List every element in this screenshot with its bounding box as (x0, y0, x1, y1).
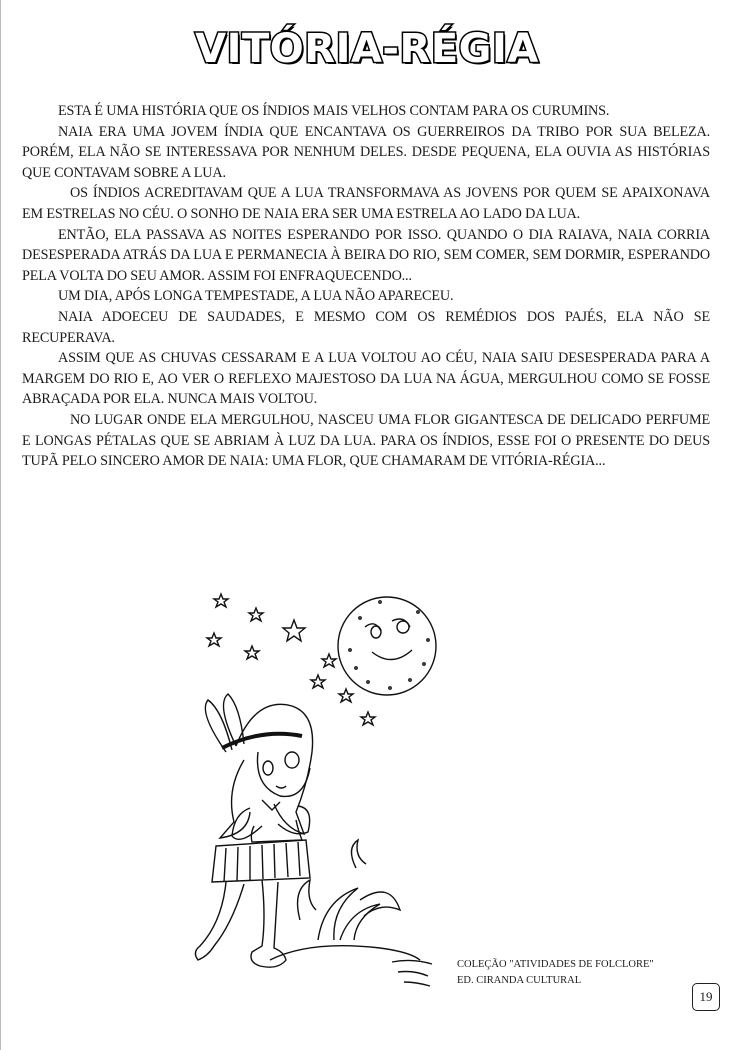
paragraph: ENTÃO, ELA PASSAVA AS NOITES ESPERANDO POR ISSO. QUANDO O DIA RAIAVA, NAIA CORRIA DESESPERADA ATRÁS DA LUA E PERMANECIA À BEIRA DO RIO, SEM COMER, SEM DORMIR, ESPERANDO PELA VOLTA DO SEU AMOR. ASSIM FOI ENFRAQUECENDO... (22, 226, 710, 284)
publisher-credit: ED. CIRANDA CULTURAL (457, 975, 582, 986)
star-icon (361, 712, 375, 725)
moon-icon (338, 597, 436, 695)
paragraph: UM DIA, APÓS LONGA TEMPESTADE, A LUA NÃO APARECEU. (58, 288, 454, 305)
plant-illustration (270, 840, 432, 986)
star-icon (214, 594, 228, 607)
page-title: VITÓRIA-RÉGIA (195, 26, 539, 72)
paragraph: OS ÍNDIOS ACREDITAVAM QUE A LUA TRANSFORMAVA AS JOVENS POR QUEM SE APAIXONAVA EM ESTRELAS NO CÉU. O SONHO DE NAIA ERA SER UMA ESTRELA AO LADO DA LUA. (22, 185, 710, 222)
star-icon (283, 620, 305, 641)
star-icon (339, 689, 353, 702)
star-icon (249, 608, 263, 621)
credits (457, 957, 654, 989)
paragraph: NO LUGAR ONDE ELA MERGULHOU, NASCEU UMA FLOR GIGANTESCA DE DELICADO PERFUME E LONGAS PÉTALAS QUE SE ABRIAM À LUZ DA LUA. PARA OS ÍNDIOS, ESSE FOI O PRESENTE DO DEUS TUPÃ PELO SINCERO AMOR DE NAIA: UMA FLOR, QUE CHAMARAM DE VITÓRIA-RÉGIA... (22, 411, 710, 470)
paragraph: ASSIM QUE AS CHUVAS CESSARAM E A LUA VOLTOU AO CÉU, NAIA SAIU DESESPERADA PARA A MARGEM DO RIO E, AO VER O REFLEXO MAJESTOSO DA LUA NA ÁGUA, MERGULHOU COMO SE FOSSE ABRAÇADA POR ELA. NUNCA MAIS VOLTOU. (22, 350, 710, 408)
star-icon (207, 633, 221, 646)
girl-illustration (195, 694, 312, 967)
page-number: 19 (692, 983, 720, 1011)
paragraph: ESTA É UMA HISTÓRIA QUE OS ÍNDIOS MAIS VELHOS CONTAM PARA OS CURUMINS. (58, 103, 610, 119)
star-icon (245, 646, 259, 659)
star-icon (322, 654, 336, 667)
paragraph: NAIA ERA UMA JOVEM ÍNDIA QUE ENCANTAVA OS GUERREIROS DA TRIBO POR SUA BELEZA. PORÉM, ELA NÃO SE INTERESSAVA POR NENHUM DELES. DESDE PEQUENA, ELA OUVIA AS HISTÓRIAS QUE CONTAVAM SOBRE A LUA. (22, 123, 710, 181)
star-icon (311, 675, 325, 688)
collection-credit: COLEÇÃO "ATIVIDADES DE FOLCLORE" (457, 959, 654, 970)
paragraph: NAIA ADOECEU DE SAUDADES, E MESMO COM OS REMÉDIOS DOS PAJÉS, ELA NÃO SE RECUPERAVA. (22, 308, 710, 346)
